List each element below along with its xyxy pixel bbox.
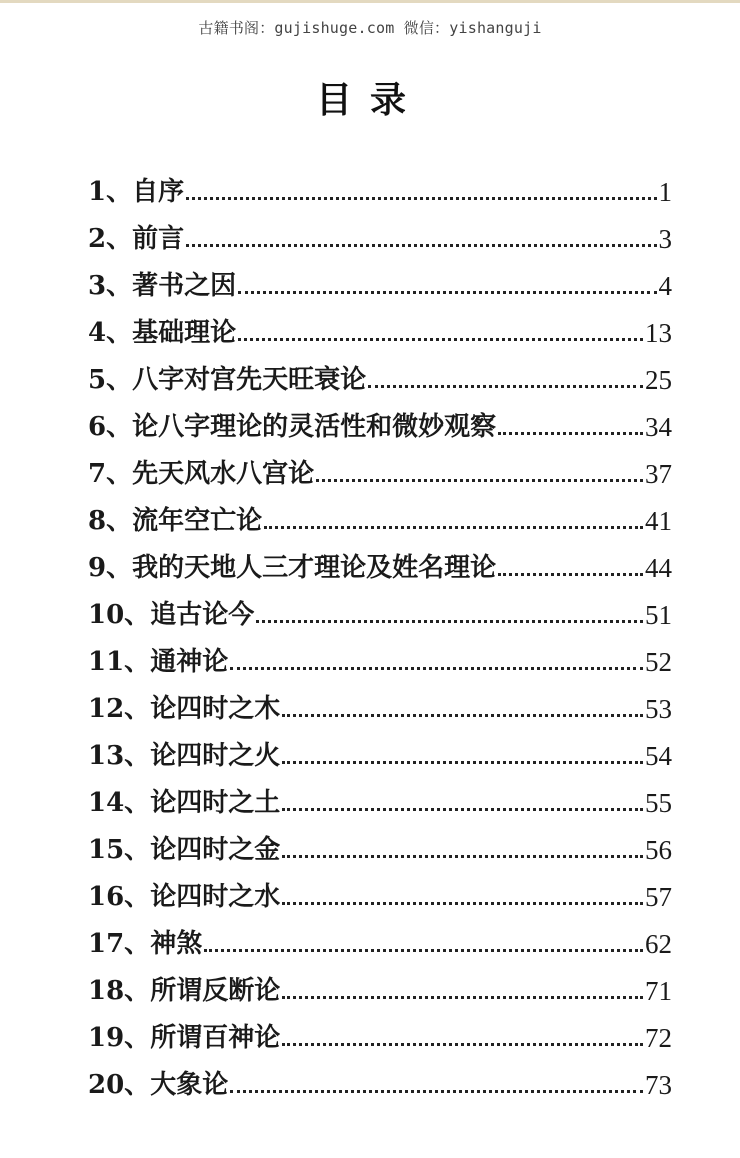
toc-entry-page-number: 57 (645, 882, 672, 912)
toc-entry[interactable] (88, 254, 672, 301)
toc-entry-number: 13、 (88, 741, 151, 771)
toc-entry-title: 论四时之水 (150, 882, 281, 912)
toc-entry-title: 著书之因 (132, 271, 237, 301)
toc-dot-leader (230, 667, 643, 670)
toc-entry[interactable] (88, 959, 672, 1006)
toc-entry-page-number: 1 (658, 177, 672, 207)
toc-entry[interactable] (88, 865, 672, 912)
toc-entry[interactable] (88, 489, 672, 536)
toc-entry-number: 3、 (88, 271, 133, 301)
toc-entry[interactable] (88, 395, 672, 442)
toc-entry-title: 追古论今 (150, 600, 255, 630)
toc-entry-title: 八字对宫先天旺衰论 (132, 365, 367, 395)
toc-dot-leader (282, 808, 643, 811)
toc-entry-number: 5、 (88, 365, 133, 395)
toc-dot-leader (282, 1043, 643, 1046)
toc-dot-leader (498, 573, 643, 576)
toc-entry-number: 18、 (88, 976, 151, 1006)
toc-entry-title: 论四时之土 (150, 788, 281, 818)
toc-entry-number: 20、 (88, 1070, 151, 1100)
toc-entry-page-number: 3 (658, 224, 672, 254)
toc-entry-title: 神煞 (150, 929, 203, 959)
toc-entry-title: 论八字理论的灵活性和微妙观察 (132, 412, 497, 442)
toc-entry-page-number: 54 (645, 741, 672, 771)
toc-entry-number: 9、 (88, 553, 133, 583)
toc-entry-title: 先天风水八宫论 (132, 459, 315, 489)
toc-entry[interactable] (88, 160, 672, 207)
table-of-contents (88, 160, 672, 1100)
toc-dot-leader (498, 432, 643, 435)
toc-dot-leader (282, 714, 643, 717)
toc-entry-number: 2、 (88, 224, 133, 254)
toc-dot-leader (282, 902, 643, 905)
toc-entry-title: 前言 (132, 224, 185, 254)
toc-entry-page-number: 72 (645, 1023, 672, 1053)
toc-entry[interactable] (88, 536, 672, 583)
toc-dot-leader (264, 526, 643, 529)
toc-dot-leader (256, 620, 643, 623)
toc-dot-leader (238, 338, 643, 341)
toc-entry-title: 论四时之木 (150, 694, 281, 724)
toc-entry[interactable] (88, 771, 672, 818)
toc-dot-leader (186, 244, 656, 247)
toc-dot-leader (282, 855, 643, 858)
toc-entry-number: 14、 (88, 788, 151, 818)
toc-entry-number: 12、 (88, 694, 151, 724)
toc-entry-number: 4、 (88, 318, 133, 348)
toc-entry-number: 11、 (88, 647, 151, 677)
toc-entry[interactable] (88, 912, 672, 959)
toc-entry-page-number: 41 (645, 506, 672, 536)
toc-entry[interactable] (88, 630, 672, 677)
toc-entry-title: 我的天地人三才理论及姓名理论 (132, 553, 497, 583)
toc-entry-number: 16、 (88, 882, 151, 912)
toc-entry-title: 通神论 (150, 647, 229, 677)
toc-entry-number: 19、 (88, 1023, 151, 1053)
toc-dot-leader (316, 479, 643, 482)
toc-entry[interactable] (88, 677, 672, 724)
toc-entry-number: 7、 (88, 459, 133, 489)
toc-dot-leader (238, 291, 656, 294)
toc-entry-page-number: 71 (645, 976, 672, 1006)
toc-entry-title: 论四时之金 (150, 835, 281, 865)
toc-entry-page-number: 34 (645, 412, 672, 442)
toc-entry-page-number: 55 (645, 788, 672, 818)
toc-dot-leader (282, 996, 643, 999)
toc-entry[interactable] (88, 442, 672, 489)
toc-dot-leader (368, 385, 643, 388)
page-title: 目录 (315, 80, 424, 121)
toc-entry-page-number: 4 (658, 271, 672, 301)
toc-entry-page-number: 53 (645, 694, 672, 724)
toc-entry-page-number: 37 (645, 459, 672, 489)
toc-entry-title: 自序 (132, 177, 185, 207)
toc-entry-page-number: 44 (645, 553, 672, 583)
toc-entry-number: 17、 (88, 929, 151, 959)
toc-entry-title: 基础理论 (132, 318, 237, 348)
toc-dot-leader (230, 1090, 643, 1093)
toc-entry[interactable] (88, 207, 672, 254)
watermark-header: 古籍书阁：gujishuge.com 微信：yishanguji (198, 19, 542, 37)
toc-dot-leader (282, 761, 643, 764)
toc-entry-title: 论四时之火 (150, 741, 281, 771)
toc-entry-title: 所谓反断论 (150, 976, 281, 1006)
toc-entry[interactable] (88, 583, 672, 630)
toc-entry-number: 6、 (88, 412, 133, 442)
toc-entry-number: 15、 (88, 835, 151, 865)
top-rule (0, 0, 740, 3)
toc-entry[interactable] (88, 1006, 672, 1053)
toc-entry-page-number: 62 (645, 929, 672, 959)
toc-entry[interactable] (88, 301, 672, 348)
toc-entry[interactable] (88, 348, 672, 395)
toc-entry-page-number: 13 (645, 318, 672, 348)
toc-entry-title: 流年空亡论 (132, 506, 263, 536)
toc-entry[interactable] (88, 818, 672, 865)
toc-entry[interactable] (88, 724, 672, 771)
toc-entry-page-number: 56 (645, 835, 672, 865)
toc-entry-page-number: 73 (645, 1070, 672, 1100)
toc-dot-leader (204, 949, 643, 952)
toc-entry-number: 8、 (88, 506, 133, 536)
toc-entry-title: 所谓百神论 (150, 1023, 281, 1053)
toc-entry-page-number: 51 (645, 600, 672, 630)
toc-dot-leader (186, 197, 656, 200)
toc-entry[interactable] (88, 1053, 672, 1100)
toc-entry-page-number: 52 (645, 647, 672, 677)
toc-entry-title: 大象论 (150, 1070, 229, 1100)
toc-entry-page-number: 25 (645, 365, 672, 395)
toc-entry-number: 1、 (88, 177, 133, 207)
toc-entry-number: 10、 (88, 600, 151, 630)
